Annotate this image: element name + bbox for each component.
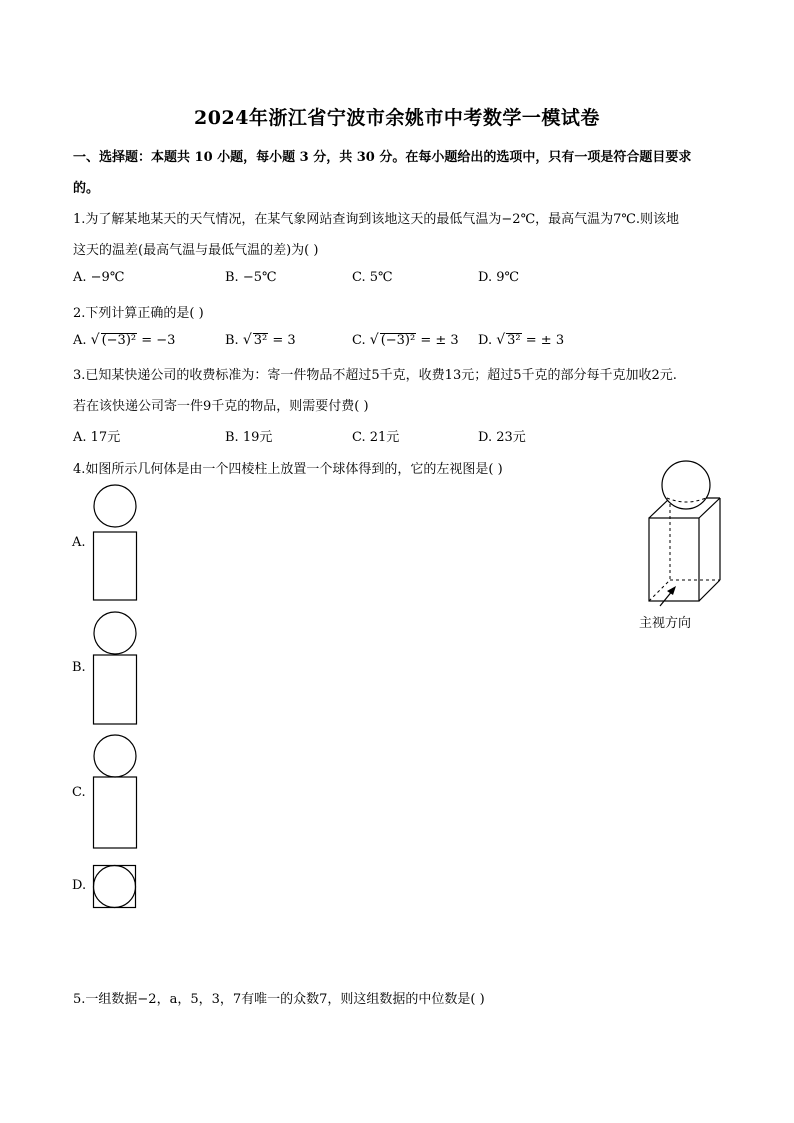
- question-3-stem: 3.已知某快递公司的收费标准为：寄一件物品不超过5千克，收费13元；超过5千克的部分每千克加收2元.: [73, 368, 677, 383]
- question-1-stem: 1.为了解某地某天的天气情况，在某气象网站查询到该地这天的最低气温为−2℃，最高气温为7℃.则该地: [73, 212, 680, 227]
- question-3-option-a: A. 17元: [73, 430, 121, 445]
- question-1-option-c: C. 5℃: [352, 270, 393, 285]
- question-3-option-c: C. 21元: [352, 430, 400, 445]
- question-1-option-a: A. −9℃: [73, 270, 125, 285]
- prism-sphere-figure: [630, 458, 740, 608]
- question-4-stem: 4.如图所示几何体是由一个四棱柱上放置一个球体得到的，它的左视图是( ): [73, 462, 503, 477]
- question-3-option-d: D. 23元: [478, 430, 526, 445]
- figure-label: 主视方向: [639, 616, 692, 631]
- question-2-stem: 2.下列计算正确的是( ): [73, 306, 204, 321]
- section-heading: 一、选择题：本题共 10 小题，每小题 3 分，共 30 分。在每小题给出的选项中，只有一项是符合题目要求: [73, 150, 692, 165]
- question-2-option-d: D. √ 3² = ± 3: [478, 332, 565, 348]
- question-4-option-b: B.: [72, 660, 86, 675]
- option-c-figure: [90, 733, 140, 853]
- option-a-figure: [90, 483, 140, 605]
- question-1-stem-cont: 这天的温差(最高气温与最低气温的差)为( ): [73, 243, 319, 258]
- question-1-option-b: B. −5℃: [225, 270, 277, 285]
- question-4-option-d: D.: [72, 878, 87, 893]
- page-title: 2024年浙江省宁波市余姚市中考数学一模试卷: [194, 107, 600, 129]
- question-2-option-a: A. √ (−3)² = −3: [73, 332, 176, 348]
- question-2-option-b: B. √ 3² = 3: [225, 332, 296, 348]
- option-b-figure: [90, 609, 140, 729]
- question-3-stem-cont: 若在该快递公司寄一件9千克的物品，则需要付费( ): [73, 399, 369, 414]
- question-3-option-b: B. 19元: [225, 430, 273, 445]
- question-2-option-c: C. √ (−3)² = ± 3: [352, 332, 459, 348]
- option-d-figure: [90, 862, 140, 912]
- question-1-option-d: D. 9℃: [478, 270, 520, 285]
- question-5-stem: 5.一组数据−2，a，5，3，7有唯一的众数7，则这组数据的中位数是( ): [73, 992, 485, 1007]
- question-4-option-a: A.: [72, 535, 86, 550]
- question-4-option-c: C.: [72, 785, 86, 800]
- section-heading-cont: 的。: [73, 181, 100, 196]
